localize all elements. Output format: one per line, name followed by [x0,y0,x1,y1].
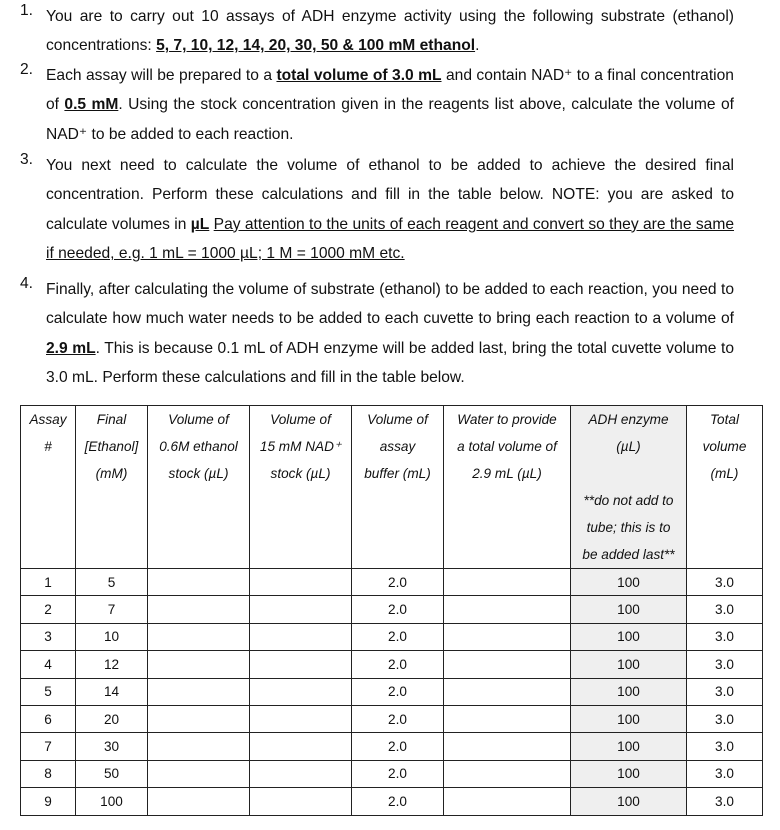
cell-adh-enzyme: 100 [571,733,687,760]
cell-buffer-volume: 2.0 [352,569,444,596]
cell-ethanol-volume[interactable] [148,623,250,650]
cell-nad-volume[interactable] [250,733,352,760]
cell-assay-number: 4 [21,651,76,678]
cell-buffer-volume: 2.0 [352,760,444,787]
cell-buffer-volume: 2.0 [352,733,444,760]
cell-nad-volume[interactable] [250,596,352,623]
cell-adh-enzyme: 100 [571,760,687,787]
cell-final-ethanol: 12 [76,651,148,678]
unit-emphasis: µL [190,215,210,233]
header-assay-number: Assay # [21,406,76,569]
cell-water-volume[interactable] [444,705,571,732]
cell-ethanol-volume[interactable] [148,569,250,596]
cell-assay-number: 5 [21,678,76,705]
cell-final-ethanol: 30 [76,733,148,760]
cell-adh-enzyme: 100 [571,596,687,623]
cell-final-ethanol: 100 [76,788,148,815]
nad-concentration-emphasis: 0.5 mM [64,96,119,114]
cell-ethanol-volume[interactable] [148,760,250,787]
cell-assay-number: 9 [21,788,76,815]
total-volume-emphasis: total volume of 3.0 mL [276,67,442,84]
cell-total-volume: 3.0 [687,760,763,787]
cell-final-ethanol: 5 [76,569,148,596]
cell-assay-number: 6 [21,705,76,732]
cell-buffer-volume: 2.0 [352,788,444,815]
header-final-ethanol: Final [Ethanol] (mM) [76,406,148,569]
table-header-row [21,406,763,569]
cell-ethanol-volume[interactable] [148,788,250,815]
step-number: 1. [20,2,34,19]
cell-ethanol-volume[interactable] [148,733,250,760]
cell-nad-volume[interactable] [250,760,352,787]
cell-adh-enzyme: 100 [571,705,687,732]
cell-nad-volume[interactable] [250,623,352,650]
cell-nad-volume[interactable] [250,651,352,678]
water-volume-emphasis: 2.9 mL [46,339,96,357]
cell-final-ethanol: 14 [76,678,148,705]
cell-total-volume: 3.0 [687,623,763,650]
cell-water-volume[interactable] [444,788,571,815]
cell-assay-number: 7 [21,733,76,760]
cell-assay-number: 2 [21,596,76,623]
cell-buffer-volume: 2.0 [352,705,444,732]
cell-nad-volume[interactable] [250,788,352,815]
cell-water-volume[interactable] [444,760,571,787]
table-row [21,705,763,732]
cell-adh-enzyme: 100 [571,569,687,596]
step-number: 2. [20,61,34,78]
header-nad-volume: Volume of 15 mM NAD⁺ stock (µL) [250,406,352,569]
step-text: Finally, after calculating the volume of substrate (ethanol) to be added to each reaction, you need to calculate how much water needs to be added to each cuvette to bring each reaction to a volume of 2.9 mL. This is because 0.1 mL of ADH enzyme will be added last, bring the total cuvette volume to 3.0 mL. Perform these calculations and fill in the table below. [46,281,734,387]
table-row [21,788,763,815]
header-ethanol-volume: Volume of 0.6M ethanol stock (µL) [148,406,250,569]
cell-total-volume: 3.0 [687,705,763,732]
cell-water-volume[interactable] [444,651,571,678]
step-text: You are to carry out 10 assays of ADH enzyme activity using the following substrate (ethanol) concentrations: 5, 7, 10, 12, 14, 20, 30, 50 & 100 mM ethanol. [46,8,734,55]
cell-assay-number: 3 [21,623,76,650]
table-row [21,596,763,623]
cell-final-ethanol: 10 [76,623,148,650]
step-number: 4. [20,275,34,292]
table-body [21,569,763,816]
cell-water-volume[interactable] [444,596,571,623]
table-row [21,623,763,650]
header-adh-enzyme: ADH enzyme (µL) **do not add to tube; this is to be added last** [571,406,687,569]
cell-nad-volume[interactable] [250,678,352,705]
assay-table [20,405,763,816]
table-row [21,678,763,705]
cell-assay-number: 8 [21,760,76,787]
cell-nad-volume[interactable] [250,569,352,596]
unit-conversion-note: Pay attention to the units of each reagent and convert so they are the same if needed, e.g. 1 mL = 1000 µL; 1 M = 1000 mM etc. [46,215,735,263]
cell-ethanol-volume[interactable] [148,678,250,705]
header-total-volume: Total volume (mL) [687,406,763,569]
cell-water-volume[interactable] [444,569,571,596]
cell-adh-enzyme: 100 [571,678,687,705]
cell-water-volume[interactable] [444,733,571,760]
cell-buffer-volume: 2.0 [352,596,444,623]
step-number: 3. [20,151,34,168]
cell-total-volume: 3.0 [687,788,763,815]
cell-buffer-volume: 2.0 [352,678,444,705]
cell-ethanol-volume[interactable] [148,705,250,732]
concentration-list: 5, 7, 10, 12, 14, 20, 30, 50 & 100 mM ethanol [156,37,476,55]
table-row [21,733,763,760]
cell-buffer-volume: 2.0 [352,623,444,650]
cell-water-volume[interactable] [444,623,571,650]
cell-buffer-volume: 2.0 [352,651,444,678]
header-water-volume: Water to provide a total volume of 2.9 mL (µL) [444,406,571,569]
cell-total-volume: 3.0 [687,569,763,596]
cell-total-volume: 3.0 [687,733,763,760]
cell-final-ethanol: 7 [76,596,148,623]
table-row [21,569,763,596]
cell-total-volume: 3.0 [687,651,763,678]
cell-final-ethanol: 20 [76,705,148,732]
cell-nad-volume[interactable] [250,705,352,732]
cell-total-volume: 3.0 [687,596,763,623]
cell-adh-enzyme: 100 [571,651,687,678]
cell-ethanol-volume[interactable] [148,596,250,623]
cell-final-ethanol: 50 [76,760,148,787]
cell-total-volume: 3.0 [687,678,763,705]
cell-adh-enzyme: 100 [571,623,687,650]
cell-water-volume[interactable] [444,678,571,705]
step-text: You next need to calculate the volume of ethanol to be added to achieve the desired final concentration. Perform these calculations and fill in the table below. NOTE: you are asked to calculate volumes in µL Pay attention to the units of each reagent and convert so they are the same if needed, e.g. 1 mL = 1000 µL; 1 M = 1000 mM etc. [46,157,735,263]
cell-ethanol-volume[interactable] [148,651,250,678]
cell-assay-number: 1 [21,569,76,596]
table-row [21,651,763,678]
step-text: Each assay will be prepared to a total volume of 3.0 mL and contain NAD⁺ to a final concentration of 0.5 mM. Using the stock concentration given in the reagents list above, calculate the volume of NAD⁺ to be added to each reaction. [46,67,734,143]
table-row [21,760,763,787]
header-buffer-volume: Volume of assay buffer (mL) [352,406,444,569]
cell-adh-enzyme: 100 [571,788,687,815]
